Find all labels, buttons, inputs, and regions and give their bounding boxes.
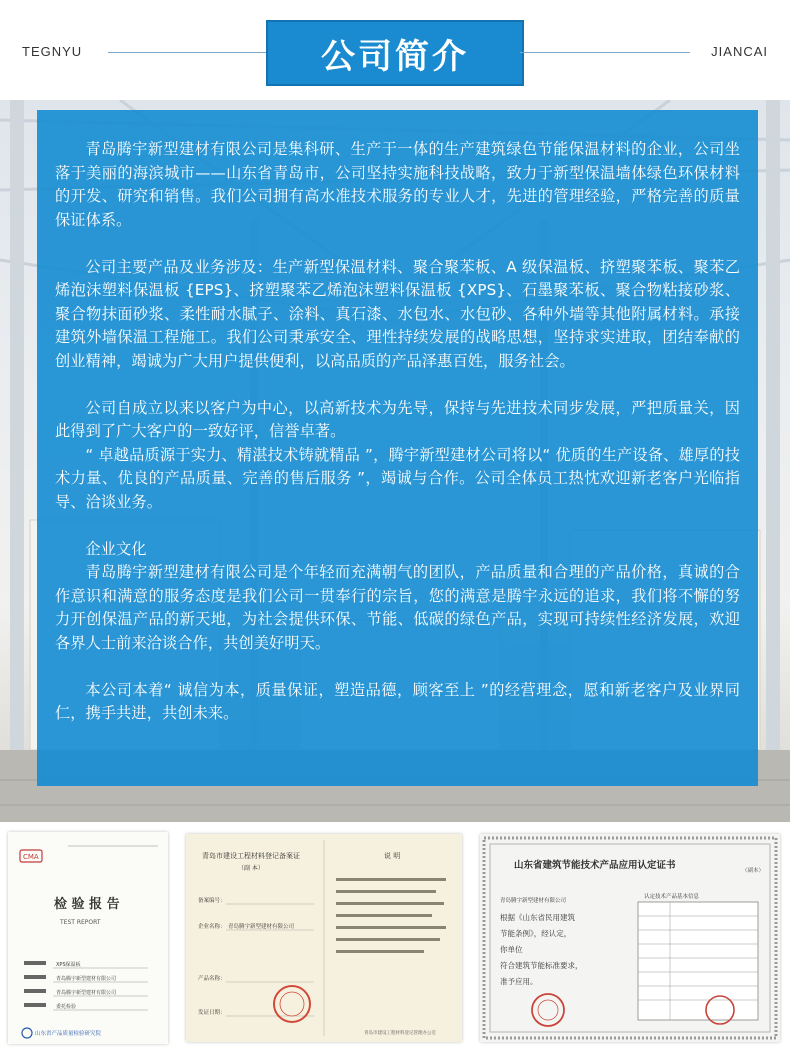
cert1-row-1: XPS保温板 [56, 962, 81, 968]
cert1-row-3: 青岛腾宇新型建材有限公司 [56, 990, 117, 996]
cert2-right-title: 说 明 [384, 852, 401, 860]
closing-paragraph: 本公司本着“ 诚信为本，质量保证，塑造品德，顾客至上 ”的经营理念，愿和新老客户及业界同仁，携手共进，共创未来。 [55, 680, 740, 722]
cert2-row-1: 备案编号： [198, 898, 226, 904]
header-divider-left [108, 52, 268, 53]
company-intro-panel [37, 110, 758, 786]
culture-heading: 企业文化 [85, 539, 147, 558]
intro-paragraph-1: 青岛腾宇新型建材有限公司是集科研、生产于一体的生产建筑绿色节能保温材料的企业，公司坐落于美丽的海滨城市——山东省青岛市，公司坚持实施科技战略，致力于新型保温墙体绿色环保材料的开发、研究和销售。我们公司拥有高水准技术服务的专业人才，先进的管理经验，严格完善的质量保证体系。 [55, 140, 740, 229]
cert3-line-2: 节能条例》，经认定， [500, 929, 572, 938]
cert3-title: 山东省建筑节能技术产品应用认定证书 [514, 860, 676, 871]
cert3-table-title: 认定技术产品基本信息 [644, 894, 700, 900]
cert3-company: 青岛腾宇新型建材有限公司 [500, 898, 567, 904]
paragraph-gap [55, 232, 740, 256]
header-divider-right [520, 52, 690, 53]
culture-paragraph: 青岛腾宇新型建材有限公司是个年轻而充满朝气的团队，产品质量和合理的产品价格，真诚的合作意识和满意的服务态度是我们公司一贯奉行的宗旨，您的满意是腾宇永远的追求，我们将不懈的努力开创保温产品的新天地，为社会提供环保、节能、低碳的绿色产品，实现可持续性经济发展，欢迎各界人士前来洽谈合作，共创美好明天。 [55, 563, 740, 652]
intro-paragraph-4: “ 卓越品质源于实力、精湛技术铸就精品 ”，腾宇新型建材公司将以“ 优质的生产设备、雄厚的技术力量、优良的产品质量、完善的售后服务 ”，竭诚与合作。公司全体员工热忱欢迎新老客户光临指导、洽谈业务。 [55, 445, 740, 511]
cert3-line-1: 根据《山东省民用建筑 [500, 913, 575, 922]
test-report-graphic [8, 832, 168, 1044]
cert1-row-4: 委托检验 [56, 1004, 77, 1010]
cert3-line-4: 符合建筑节能标准要求， [500, 961, 583, 970]
paragraph-gap [55, 655, 740, 679]
paragraph-gap [55, 514, 740, 538]
cert2-left-title: 青岛市建设工程材料登记备案证 [202, 852, 300, 860]
cert3-line-3: 你单位 [500, 945, 523, 954]
page-header [0, 0, 790, 100]
paragraph-gap [55, 373, 740, 397]
cert3-sub: （副本） [742, 868, 765, 874]
cert3-line-5: 准予应用。 [500, 977, 538, 986]
brand-left: TEGNYU [22, 44, 83, 59]
cert2-right-footer: 青岛市建设工程材料登记管理办公室 [364, 1031, 436, 1036]
registration-graphic [186, 834, 462, 1042]
cert1-subtitle: TEST REPORT [60, 919, 101, 926]
intro-paragraph-3: 公司自成立以来以客户为中心，以高新技术为先导，保持与先进技术同步发展，严把质量关，因此得到了广大客户的一致好评，信誉卓著。 [55, 398, 740, 440]
registration-certificate [186, 834, 462, 1042]
brand-right: JIANCAI [711, 44, 768, 59]
energy-saving-certificate [480, 834, 780, 1042]
svg-text:CMA: CMA [23, 853, 39, 861]
cert2-row-4: 产品名称： [198, 976, 226, 982]
energy-cert-graphic [480, 834, 780, 1042]
cert2-left-sub: （副 本） [238, 865, 264, 872]
cert3-info-table [638, 902, 758, 1020]
intro-paragraph-2: 公司主要产品及业务涉及：生产新型保温材料、聚合聚苯板、A 级保温板、挤塑聚苯板、聚苯乙烯泡沫塑料保温板 {EPS}、挤塑聚苯乙烯泡沫塑料保温板 {XPS}、石墨聚苯板、聚合物粘接砂浆、聚合物抹面砂浆、柔性耐水腻子、涂料、真石漆、水包水、水包砂、各种外墙等其他附属材料。承接建筑外墙保温工程施工。我们公司秉承安全、理性持续发展的战略思想，坚持求实进取，团结奉献的创业精神，竭诚为广大用户提供便利，以高品质的产品泽惠百姓，服务社会。 [55, 257, 740, 370]
title-banner [266, 20, 524, 86]
cert2-row-5: 发证日期： [198, 1010, 226, 1016]
certificates-row [0, 822, 790, 1050]
test-report-certificate [8, 832, 168, 1044]
cert2-row-2: 企业名称： [198, 924, 226, 930]
cert1-row-2: 青岛腾宇新型建材有限公司 [56, 976, 117, 982]
page-title: 公司简介 [321, 36, 469, 77]
cert1-org: 山东省产品质量检验研究院 [35, 1031, 102, 1037]
cert1-title: 检 验 报 告 [54, 897, 120, 912]
cert2-row-3: 青岛腾宇新型建材有限公司 [228, 924, 295, 930]
